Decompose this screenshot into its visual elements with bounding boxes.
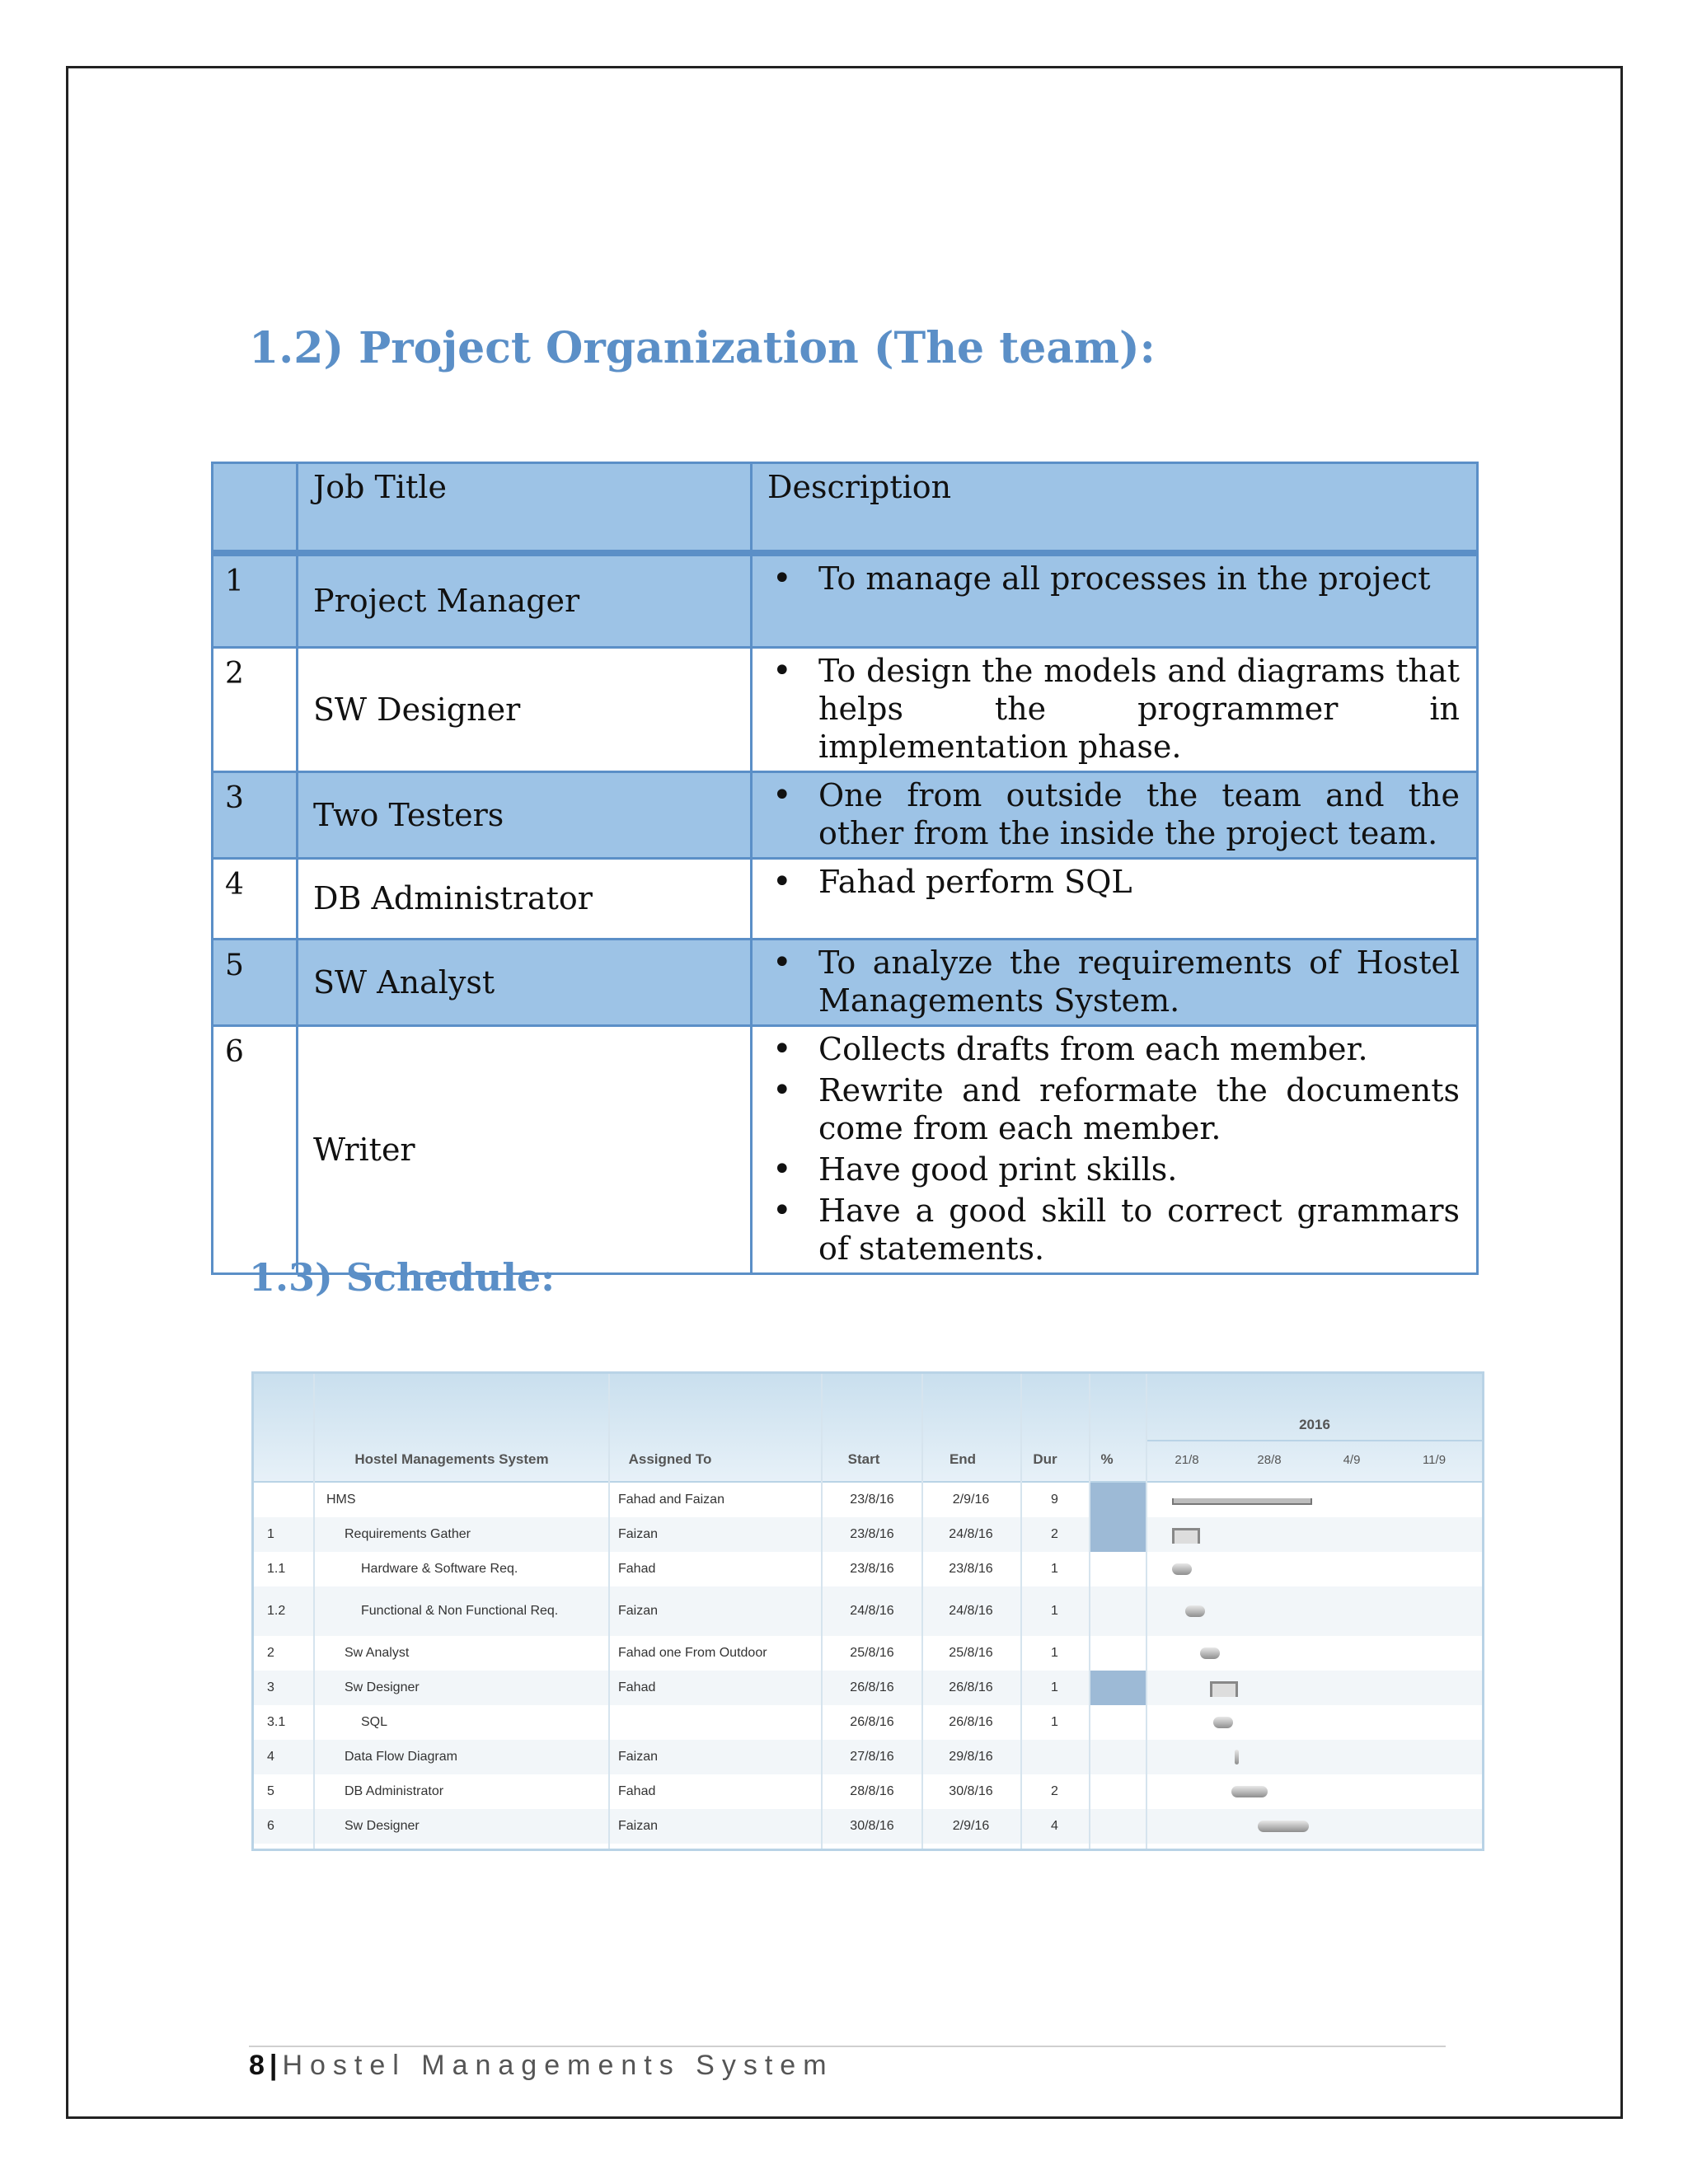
gantt-start-date: 26/8/16 xyxy=(850,1715,894,1729)
row-number: 2 xyxy=(213,647,298,771)
table-row xyxy=(213,939,1478,1025)
gantt-task-name: Sw Designer xyxy=(345,1680,420,1694)
gantt-task-name: Requirements Gather xyxy=(345,1527,471,1541)
gantt-task-bar xyxy=(1185,1605,1205,1617)
gantt-assigned-to: Fahad xyxy=(618,1680,656,1694)
gantt-task-name: HMS xyxy=(326,1493,356,1507)
gantt-start-date: 23/8/16 xyxy=(850,1562,894,1576)
column-divider xyxy=(821,1374,823,1849)
column-divider xyxy=(1020,1374,1022,1849)
timeline-label: 21/8 xyxy=(1175,1453,1199,1467)
gantt-end-date: 23/8/16 xyxy=(949,1562,993,1576)
job-description xyxy=(752,1025,1478,1273)
gantt-end-date: 24/8/16 xyxy=(949,1527,993,1541)
gantt-row xyxy=(254,1705,1482,1740)
gantt-header-year: 2016 xyxy=(1299,1417,1330,1432)
gantt-end-date: 2/9/16 xyxy=(952,1819,990,1833)
gantt-task-bar xyxy=(1200,1647,1220,1659)
gantt-task-bar xyxy=(1235,1750,1239,1765)
gantt-row xyxy=(254,1774,1482,1809)
description-bullet: • Collects drafts from each member. xyxy=(762,1030,1460,1068)
description-bullet: • Fahad perform SQL xyxy=(762,863,1460,901)
header-num xyxy=(213,463,298,554)
gantt-task-name: SQL xyxy=(361,1715,388,1729)
gantt-row-id xyxy=(267,1483,308,1517)
gantt-task-bar xyxy=(1258,1821,1309,1832)
gantt-end-date: 24/8/16 xyxy=(949,1604,993,1618)
gantt-end-date: 26/8/16 xyxy=(949,1680,993,1694)
gantt-assigned-to xyxy=(618,1705,816,1740)
timeline-label: 4/9 xyxy=(1343,1453,1361,1467)
gantt-row-id: 3.1 xyxy=(267,1715,286,1729)
gantt-duration: 1 xyxy=(1051,1680,1058,1694)
row-number: 4 xyxy=(213,858,298,939)
job-title: Project Manager xyxy=(298,553,752,647)
job-title: Writer xyxy=(298,1025,752,1273)
gantt-summary-bar xyxy=(1172,1498,1312,1505)
column-divider xyxy=(921,1374,923,1849)
column-divider xyxy=(608,1374,610,1849)
gantt-start-date: 24/8/16 xyxy=(850,1604,894,1618)
gantt-task-bar xyxy=(1213,1717,1233,1728)
gantt-start-date: 27/8/16 xyxy=(850,1750,894,1764)
gantt-start-date: 23/8/16 xyxy=(850,1493,894,1507)
gantt-task-bar xyxy=(1172,1563,1192,1575)
gantt-task-name: Hardware & Software Req. xyxy=(361,1562,518,1576)
job-description xyxy=(752,647,1478,771)
table-row xyxy=(213,553,1478,647)
gantt-row xyxy=(254,1636,1482,1671)
page-number: 8 xyxy=(249,2050,265,2081)
job-title: SW Designer xyxy=(298,647,752,771)
gantt-header-end: End xyxy=(949,1451,977,1467)
row-number: 5 xyxy=(213,939,298,1025)
footer-separator: | xyxy=(269,2050,278,2081)
description-bullet: • To manage all processes in the project xyxy=(762,560,1460,598)
description-bullet: • To design the models and diagrams that helps the programmer in implementation phase. xyxy=(762,652,1460,766)
gantt-duration: 1 xyxy=(1051,1562,1058,1576)
gantt-row-id: 1.1 xyxy=(267,1562,286,1576)
gantt-end-date: 25/8/16 xyxy=(949,1646,993,1660)
footer-rule xyxy=(249,2046,1446,2047)
header-job-title: Job Title xyxy=(298,463,752,554)
gantt-milestone-flag xyxy=(1210,1681,1238,1697)
gantt-header-name: Hostel Managements System xyxy=(354,1451,549,1467)
description-bullet: • To analyze the requirements of Hostel Managements System. xyxy=(762,944,1460,1019)
table-row xyxy=(213,1025,1478,1273)
gantt-row-id: 2 xyxy=(267,1646,274,1660)
gantt-header xyxy=(254,1374,1482,1483)
gantt-start-date: 28/8/16 xyxy=(850,1784,894,1798)
gantt-header-dur: Dur xyxy=(1033,1451,1057,1467)
gantt-duration xyxy=(1020,1740,1089,1774)
timeline-label: 11/9 xyxy=(1422,1453,1447,1467)
column-divider xyxy=(1146,1374,1147,1849)
schedule-gantt-chart xyxy=(251,1371,1484,1851)
team-table-header-row xyxy=(213,463,1478,554)
team-table xyxy=(211,462,1479,1275)
gantt-assigned-to: Faizan xyxy=(618,1819,659,1833)
gantt-header-percent: % xyxy=(1100,1451,1114,1467)
timeline-label: 28/8 xyxy=(1257,1453,1282,1467)
gantt-row xyxy=(254,1809,1482,1844)
description-bullet: • Rewrite and reformate the documents come from each member. xyxy=(762,1071,1460,1147)
gantt-start-date: 25/8/16 xyxy=(850,1646,894,1660)
gantt-duration: 4 xyxy=(1051,1819,1058,1833)
job-description xyxy=(752,553,1478,647)
column-divider xyxy=(313,1374,315,1849)
gantt-row-id: 1 xyxy=(267,1527,274,1541)
gantt-end-date: 30/8/16 xyxy=(949,1784,993,1798)
gantt-duration: 2 xyxy=(1051,1527,1058,1541)
gantt-row-id: 5 xyxy=(267,1784,274,1798)
gantt-duration: 1 xyxy=(1051,1604,1058,1618)
gantt-milestone-flag xyxy=(1172,1528,1200,1544)
gantt-row xyxy=(254,1740,1482,1774)
gantt-row-id: 6 xyxy=(267,1819,274,1833)
gantt-task-bar xyxy=(1231,1786,1268,1797)
gantt-duration: 9 xyxy=(1051,1493,1058,1507)
gantt-assigned-to: Faizan xyxy=(618,1750,659,1764)
gantt-row xyxy=(254,1552,1482,1586)
gantt-header-assigned: Assigned To xyxy=(628,1451,712,1467)
job-title: DB Administrator xyxy=(298,858,752,939)
gantt-assigned-to: Fahad xyxy=(618,1562,656,1576)
gantt-end-date: 2/9/16 xyxy=(952,1493,990,1507)
gantt-task-name: Sw Analyst xyxy=(345,1646,410,1660)
job-description xyxy=(752,771,1478,858)
header-description: Description xyxy=(752,463,1478,554)
gantt-task-name: Data Flow Diagram xyxy=(345,1750,457,1764)
gantt-task-name: Sw Designer xyxy=(345,1819,420,1833)
section-heading-schedule: 1.3) Schedule: xyxy=(249,1255,556,1300)
percent-complete-shading xyxy=(1090,1517,1146,1552)
gantt-start-date: 30/8/16 xyxy=(850,1819,894,1833)
table-row xyxy=(213,647,1478,771)
gantt-task-name: DB Administrator xyxy=(345,1784,444,1798)
section-heading-organization: 1.2) Project Organization (The team): xyxy=(249,323,1156,373)
gantt-row-id: 1.2 xyxy=(267,1604,286,1618)
row-number: 6 xyxy=(213,1025,298,1273)
row-number: 1 xyxy=(213,553,298,647)
gantt-duration: 1 xyxy=(1051,1715,1058,1729)
column-divider xyxy=(1089,1374,1090,1849)
job-description xyxy=(752,939,1478,1025)
percent-complete-shading xyxy=(1090,1671,1146,1705)
gantt-task-name: Functional & Non Functional Req. xyxy=(361,1604,559,1618)
description-bullet: • One from outside the team and the other from the inside the project team. xyxy=(762,776,1460,852)
table-row xyxy=(213,771,1478,858)
gantt-row xyxy=(254,1483,1482,1517)
gantt-end-date: 26/8/16 xyxy=(949,1715,993,1729)
gantt-assigned-to: Fahad one From Outdoor xyxy=(618,1646,767,1660)
gantt-header-start: Start xyxy=(847,1451,880,1467)
gantt-duration: 2 xyxy=(1051,1784,1058,1798)
percent-complete-shading xyxy=(1090,1483,1146,1517)
job-title: SW Analyst xyxy=(298,939,752,1025)
description-bullet: • Have good print skills. xyxy=(762,1151,1460,1188)
table-row xyxy=(213,858,1478,939)
gantt-assigned-to: Faizan xyxy=(618,1604,659,1618)
gantt-start-date: 26/8/16 xyxy=(850,1680,894,1694)
gantt-assigned-to: Fahad and Faizan xyxy=(618,1493,724,1507)
footer-title: Hostel Managements System xyxy=(282,2050,834,2081)
description-bullet: • Have a good skill to correct grammars of statements. xyxy=(762,1192,1460,1268)
gantt-row-id: 3 xyxy=(267,1680,274,1694)
gantt-row xyxy=(254,1586,1482,1636)
gantt-assigned-to: Faizan xyxy=(618,1527,659,1541)
gantt-duration: 1 xyxy=(1051,1646,1058,1660)
gantt-row xyxy=(254,1671,1482,1705)
job-description xyxy=(752,858,1478,939)
gantt-year-divider xyxy=(1146,1440,1484,1441)
page-footer xyxy=(249,2050,834,2082)
gantt-start-date: 23/8/16 xyxy=(850,1527,894,1541)
gantt-row xyxy=(254,1517,1482,1552)
gantt-row-id: 4 xyxy=(267,1750,274,1764)
row-number: 3 xyxy=(213,771,298,858)
job-title: Two Testers xyxy=(298,771,752,858)
gantt-assigned-to: Fahad xyxy=(618,1784,656,1798)
gantt-end-date: 29/8/16 xyxy=(949,1750,993,1764)
